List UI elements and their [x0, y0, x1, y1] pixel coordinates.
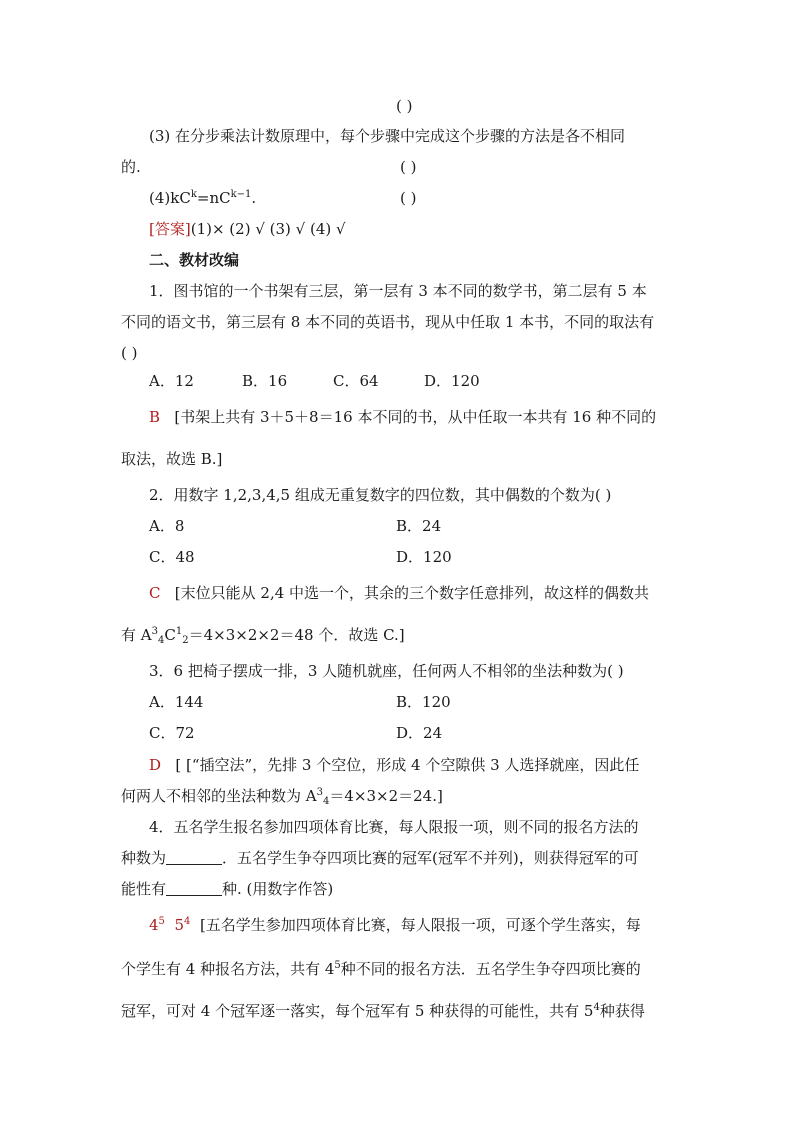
- q1-option-d: D．120: [424, 372, 480, 390]
- q1-line-2: 不同的语文书，第三层有 8 本不同的英语书，现从中任取 1 本书，不同的取法有: [121, 313, 655, 331]
- q4-line-3: 能性有 种. (用数字作答): [121, 880, 334, 898]
- q1-option-a: A．12: [149, 372, 194, 390]
- statement-3-end: 的.: [121, 158, 141, 176]
- q2-option-d: D．120: [396, 548, 452, 566]
- a4-answer-2: $5^4$: [174, 916, 191, 934]
- a4-line-2: 个学生有 4 种报名方法，共有 $4^5$种不同的报名方法．五名学生争夺四项比赛的: [121, 960, 641, 978]
- q3-option-a: A．144: [149, 693, 204, 711]
- a3-letter: D: [149, 756, 162, 774]
- a4-answer-1: $4^5$: [149, 916, 165, 934]
- q3-option-d: D．24: [396, 724, 443, 742]
- a1-letter: B: [149, 408, 161, 426]
- q3-line-1: 3．6 把椅子摆成一排，3 人随机就座，任何两人不相邻的坐法种数为( ): [149, 662, 624, 680]
- q1-option-c: C．64: [333, 372, 379, 390]
- answer-blank-2: [166, 881, 222, 896]
- blank-paren-1: ( ): [396, 97, 413, 115]
- q4-line-2: 种数为 ．五名学生争夺四项比赛的冠军(冠军不并列)，则获得冠军的可: [121, 849, 639, 867]
- a2-line-2: 有 $A^3_4C^1_2=4\times 3\times 2\times 2=48$ 个．故选 C.]: [121, 626, 405, 646]
- q3-option-c: C．72: [149, 724, 195, 742]
- statement-3: (3) 在分步乘法计数原理中，每个步骤中完成这个步骤的方法是各不相同: [149, 127, 626, 145]
- q1-option-b: B．16: [242, 372, 288, 390]
- section-heading: 二、教材改编: [149, 251, 240, 269]
- answer-label: [答案]: [149, 220, 191, 238]
- q3-option-b: B．120: [396, 693, 451, 711]
- blank-paren-3: ( ): [400, 158, 417, 176]
- q4-line-1: 4．五名学生报名参加四项体育比赛，每人限报一项，则不同的报名方法的: [149, 818, 639, 836]
- answer-blank-1: [166, 850, 222, 865]
- a2-letter: C: [149, 584, 161, 602]
- q2-line-1: 2．用数字 1,2,3,4,5 组成无重复数字的四位数，其中偶数的个数为( ): [149, 486, 612, 504]
- answer-text: (1)× (2) √ (3) √ (4) √: [190, 220, 346, 238]
- a1-line-1: B [书架上共有 3＋5＋8＝16 本不同的书，从中任取一本共有 16 种不同的: [149, 408, 657, 426]
- a1-line-2: 取法，故选 B.]: [121, 450, 223, 468]
- q2-option-a: A．8: [149, 517, 185, 535]
- q1-line-3: ( ): [121, 344, 138, 362]
- a4-line-3: 冠军，可对 4 个冠军逐一落实，每个冠军有 5 种获得的可能性，共有 $5^4$种获得: [121, 1002, 645, 1020]
- statement-4: $(4)kC^k=nC^{k-1}$.: [149, 189, 257, 207]
- q1-line-1: 1．图书馆的一个书架有三层，第一层有 3 本不同的数学书，第二层有 5 本: [149, 282, 647, 300]
- q2-option-c: C．48: [149, 548, 195, 566]
- a3-line-1: D [ [“插空法”，先排 3 个空位，形成 4 个空隙供 3 人选择就座，因此任: [149, 756, 640, 774]
- a4-line-1: $4^5$ $5^4$ [五名学生参加四项体育比赛，每人限报一项，可逐个学生落实，每: [149, 916, 641, 934]
- a3-line-2: 何两人不相邻的坐法种数为 $A^3_4=4\times 3\times 2=24$.]: [121, 787, 443, 807]
- blank-paren-4: ( ): [400, 189, 417, 207]
- q2-option-b: B．24: [396, 517, 442, 535]
- a2-line-1: C [末位只能从 2,4 中选一个，其余的三个数字任意排列，故这样的偶数共: [149, 584, 650, 602]
- answer-line: [149, 219, 346, 239]
